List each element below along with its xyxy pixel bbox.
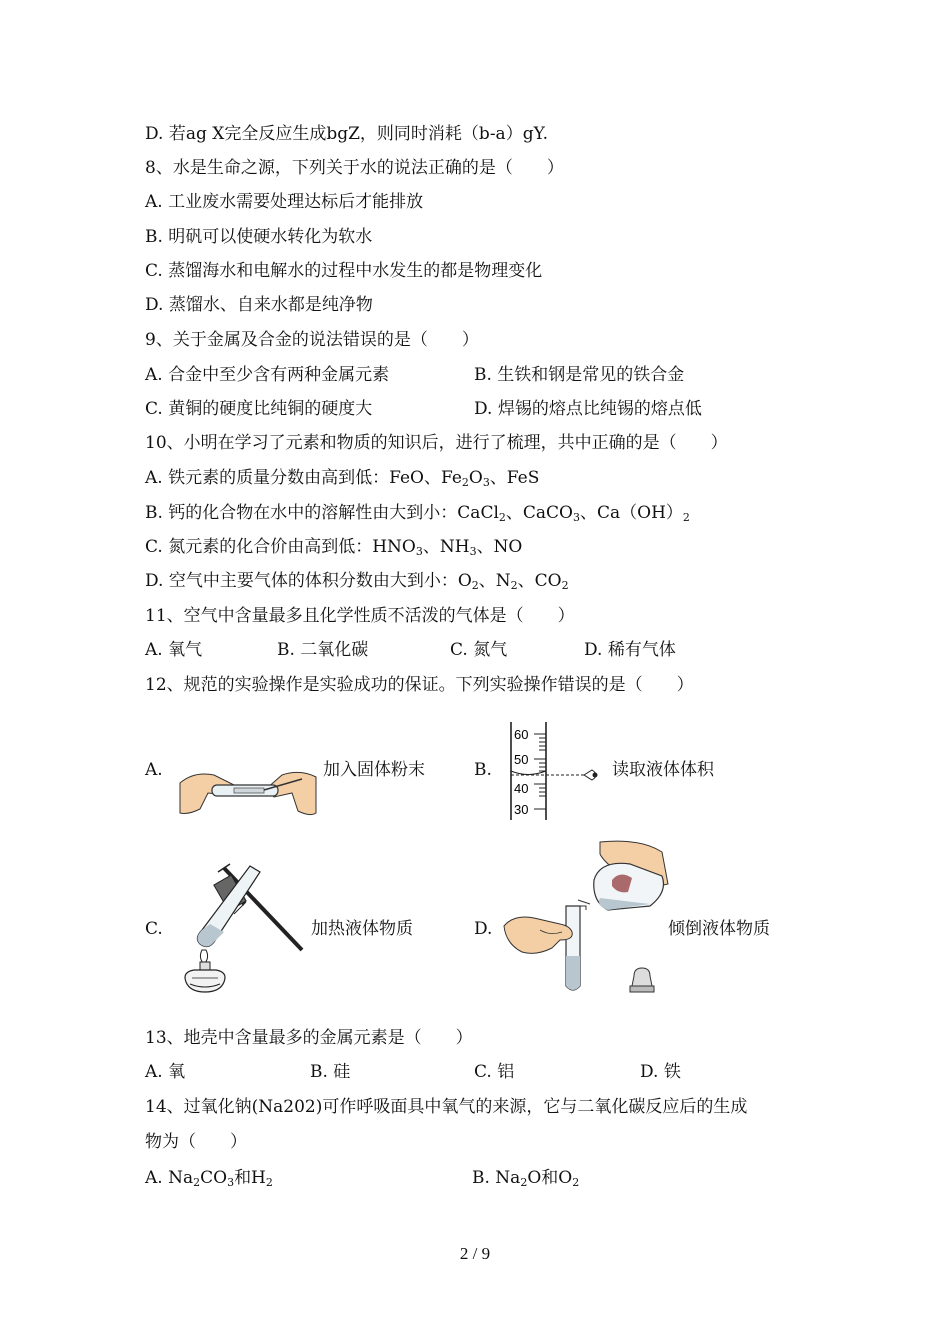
cylinder-tick-40: 40 xyxy=(514,781,529,796)
cylinder-tick-30: 30 xyxy=(514,802,529,817)
q10-option-a: A. 铁元素的质量分数由高到低：FeO、$Fe_2O_3$、FeS xyxy=(145,468,540,489)
q8-stem: 8、水是生命之源，下列关于水的说法正确的是（ ） xyxy=(145,158,564,178)
q10-option-d: D. 空气中主要气体的体积分数由大到小：$O_2$、$N_2$、$CO_2$ xyxy=(145,571,569,592)
q14-option-b: B. $Na_2O$和$O_2$ xyxy=(472,1168,580,1189)
cylinder-tick-50: 50 xyxy=(514,752,529,767)
q7-option-d: D. 若ag X完全反应生成bgZ，则同时消耗（b-a）gY. xyxy=(145,124,549,144)
add-powder-illustration xyxy=(178,763,318,821)
q13-option-c: C. 铝 xyxy=(474,1062,515,1082)
q12-option-c-label: 加热液体物质 xyxy=(311,919,413,939)
q12-stem: 12、规范的实验操作是实验成功的保证。下列实验操作错误的是（ ） xyxy=(145,675,694,695)
q12-option-a-label: 加入固体粉末 xyxy=(323,760,425,780)
q12-option-b-label: 读取液体体积 xyxy=(612,760,714,780)
q12-option-d-label: 倾倒液体物质 xyxy=(668,919,770,939)
q9-stem: 9、关于金属及合金的说法错误的是（ ） xyxy=(145,330,479,350)
q8-option-b: B. 明矾可以使硬水转化为软水 xyxy=(145,227,373,247)
q8-option-a: A. 工业废水需要处理达标后才能排放 xyxy=(145,192,424,212)
q11-option-d: D. 稀有气体 xyxy=(584,640,676,660)
q13-option-b: B. 硅 xyxy=(310,1062,351,1082)
q11-option-b: B. 二氧化碳 xyxy=(277,640,369,660)
pouring-liquid-illustration xyxy=(500,840,670,996)
q9-option-a: A. 合金中至少含有两种金属元素 xyxy=(145,365,390,385)
q8-option-d: D. 蒸馏水、自来水都是纯净物 xyxy=(145,295,373,315)
q10-option-c: C. 氮元素的化合价由高到低：$HNO_3$、$NH_3$、NO xyxy=(145,537,523,558)
q14-stem-line1: 14、过氧化钠(Na202)可作呼吸面具中氧气的来源，它与二氧化碳反应后的生成 xyxy=(145,1097,748,1117)
q10-option-b: B. 钙的化合物在水中的溶解性由大到小：CaCl$_2$、CaCO$_3$、$Ca(OH)_2$ xyxy=(145,503,690,524)
q14-stem-line2: 物为（ ） xyxy=(145,1132,247,1152)
q9-option-d: D. 焊锡的熔点比纯锡的熔点低 xyxy=(474,399,702,419)
q10-stem: 10、小明在学习了元素和物质的知识后，进行了梳理，共中正确的是（ ） xyxy=(145,433,728,453)
q9-option-b: B. 生铁和钢是常见的铁合金 xyxy=(474,365,685,385)
q12-option-d-letter: D. xyxy=(474,919,493,939)
q11-stem: 11、空气中含量最多且化学性质不活泼的气体是（ ） xyxy=(145,606,575,626)
q11-option-a: A. 氧气 xyxy=(145,640,203,660)
page-number: 2 / 9 xyxy=(459,1244,491,1263)
q9-option-c: C. 黄铜的硬度比纯铜的硬度大 xyxy=(145,399,373,419)
q12-option-c-letter: C. xyxy=(145,919,163,939)
cylinder-tick-60: 60 xyxy=(514,727,529,742)
q13-option-a: A. 氧 xyxy=(145,1062,186,1082)
q8-option-c: C. 蒸馏海水和电解水的过程中水发生的都是物理变化 xyxy=(145,261,543,281)
q14-option-a: A. $Na_2CO_3$和$H_2$ xyxy=(145,1168,273,1189)
q12-option-b-letter: B. xyxy=(474,760,492,780)
q13-stem: 13、地壳中含量最多的金属元素是（ ） xyxy=(145,1028,473,1048)
heating-liquid-illustration xyxy=(172,858,310,998)
q13-option-d: D. 铁 xyxy=(640,1062,681,1082)
q11-option-c: C. 氮气 xyxy=(450,640,508,660)
q12-option-a-letter: A. xyxy=(145,760,163,780)
graduated-cylinder-illustration xyxy=(508,718,612,824)
